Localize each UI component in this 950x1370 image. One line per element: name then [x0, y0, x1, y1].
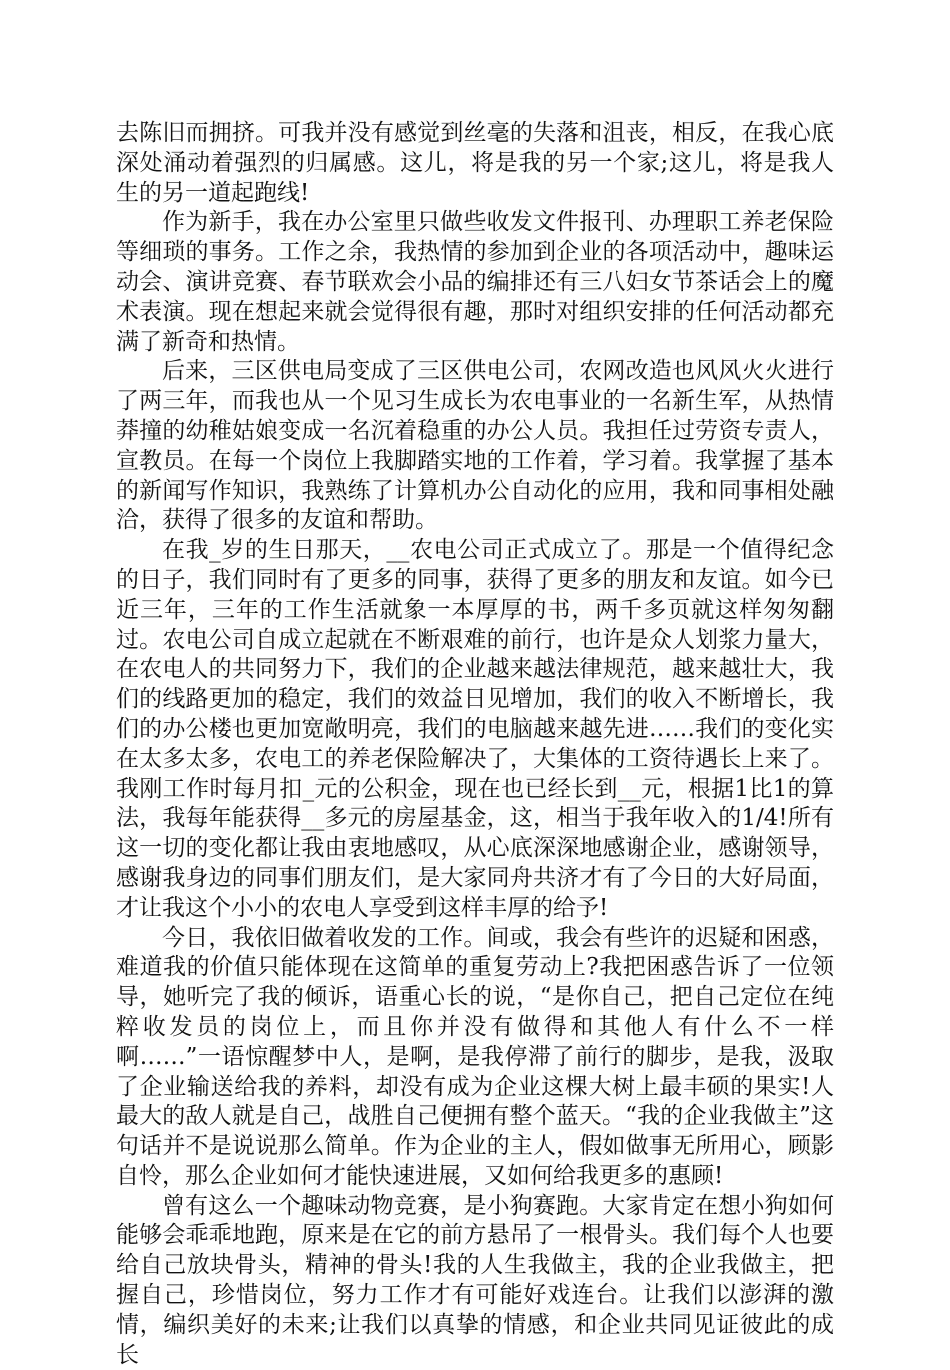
paragraph-1: 去陈旧而拥挤。可我并没有感觉到丝毫的失落和沮丧，相反，在我心底深处涌动着强烈的归属感。这儿，将是我的另一个家;这儿，将是我人生的另一道起跑线!: [116, 120, 834, 206]
paragraph-3: 后来，三区供电局变成了三区供电公司，农网改造也风风火火进行了两三年，而我也从一个见习生成长为农电事业的一名新生军，从热情莽撞的幼稚姑娘变成一名沉着稳重的办公人员。我担任过劳资专责人，宣教员。在每一个岗位上我脚踏实地的工作着，学习着。我掌握了基本的新闻写作知识，我熟练了计算机办公自动化的应用，我和同事相处融洽，获得了很多的友谊和帮助。: [116, 358, 834, 534]
paragraph-5: 今日，我依旧做着收发的工作。间或，我会有些许的迟疑和困惑，难道我的价值只能体现在这简单的重复劳动上?我把困惑告诉了一位领导，她听完了我的倾诉，语重心长的说，“是你自己，把自己定位在纯粹收发员的岗位上，而且你并没有做得和其他人有什么不一样啊……”一语惊醒梦中人，是啊，是我停滞了前行的脚步，是我，汲取了企业输送给我的养料，却没有成为企业这棵大树上最丰硕的果实!人最大的敌人就是自己，战胜自己便拥有整个蓝天。“我的企业我做主”这句话并不是说说那么简单。作为企业的主人，假如做事无所用心，顾影自怜，那么企业如何才能快速进展，又如何给我更多的惠顾!: [116, 924, 834, 1189]
paragraph-4: 在我_岁的生日那天，__农电公司正式成立了。那是一个值得纪念的日子，我们同时有了更多的同事，获得了更多的朋友和友谊。如今已近三年，三年的工作生活就象一本厚厚的书，两千多页就这样匆匆翻过。农电公司自成立起就在不断艰难的前行，也许是众人划浆力量大，在农电人的共同努力下，我们的企业越来越法律规范，越来越壮大，我们的线路更加的稳定，我们的效益日见增加，我们的收入不断增长，我们的办公楼也更加宽敞明亮，我们的电脑越来越先进……我们的变化实在太多太多，农电工的养老保险解决了，大集体的工资待遇长上来了。我刚工作时每月扣_元的公积金，现在也已经长到__元，根据1比1的算法，我每年能获得__多元的房屋基金，这，相当于我年收入的1/4!所有这一切的变化都让我由衷地感叹，从心底深深地感谢企业，感谢领导，感谢我身边的同事们朋友们，是大家同舟共济才有了今日的大好局面，才让我这个小小的农电人享受到这样丰厚的给予!: [116, 537, 834, 921]
document-page: [116, 119, 834, 1370]
paragraph-6: 曾有这么一个趣味动物竞赛，是小狗赛跑。大家肯定在想小狗如何能够会乖乖地跑，原来是在它的前方悬吊了一根骨头。我们每个人也要给自己放块骨头，精神的骨头!我的人生我做主，我的企业我做主，把握自己，珍惜岗位，努力工作才有可能好戏连台。让我们以澎湃的激情，编织美好的未来;让我们以真挚的情感，和企业共同见证彼此的成长: [116, 1192, 834, 1368]
paragraph-2: 作为新手，我在办公室里只做些收发文件报刊、办理职工养老保险等细琐的事务。工作之余，我热情的参加到企业的各项活动中，趣味运动会、演讲竞赛、春节联欢会小品的编排还有三八妇女节茶话会上的魔术表演。现在想起来就会觉得很有趣，那时对组织安排的任何活动都充满了新奇和热情。: [116, 209, 834, 355]
